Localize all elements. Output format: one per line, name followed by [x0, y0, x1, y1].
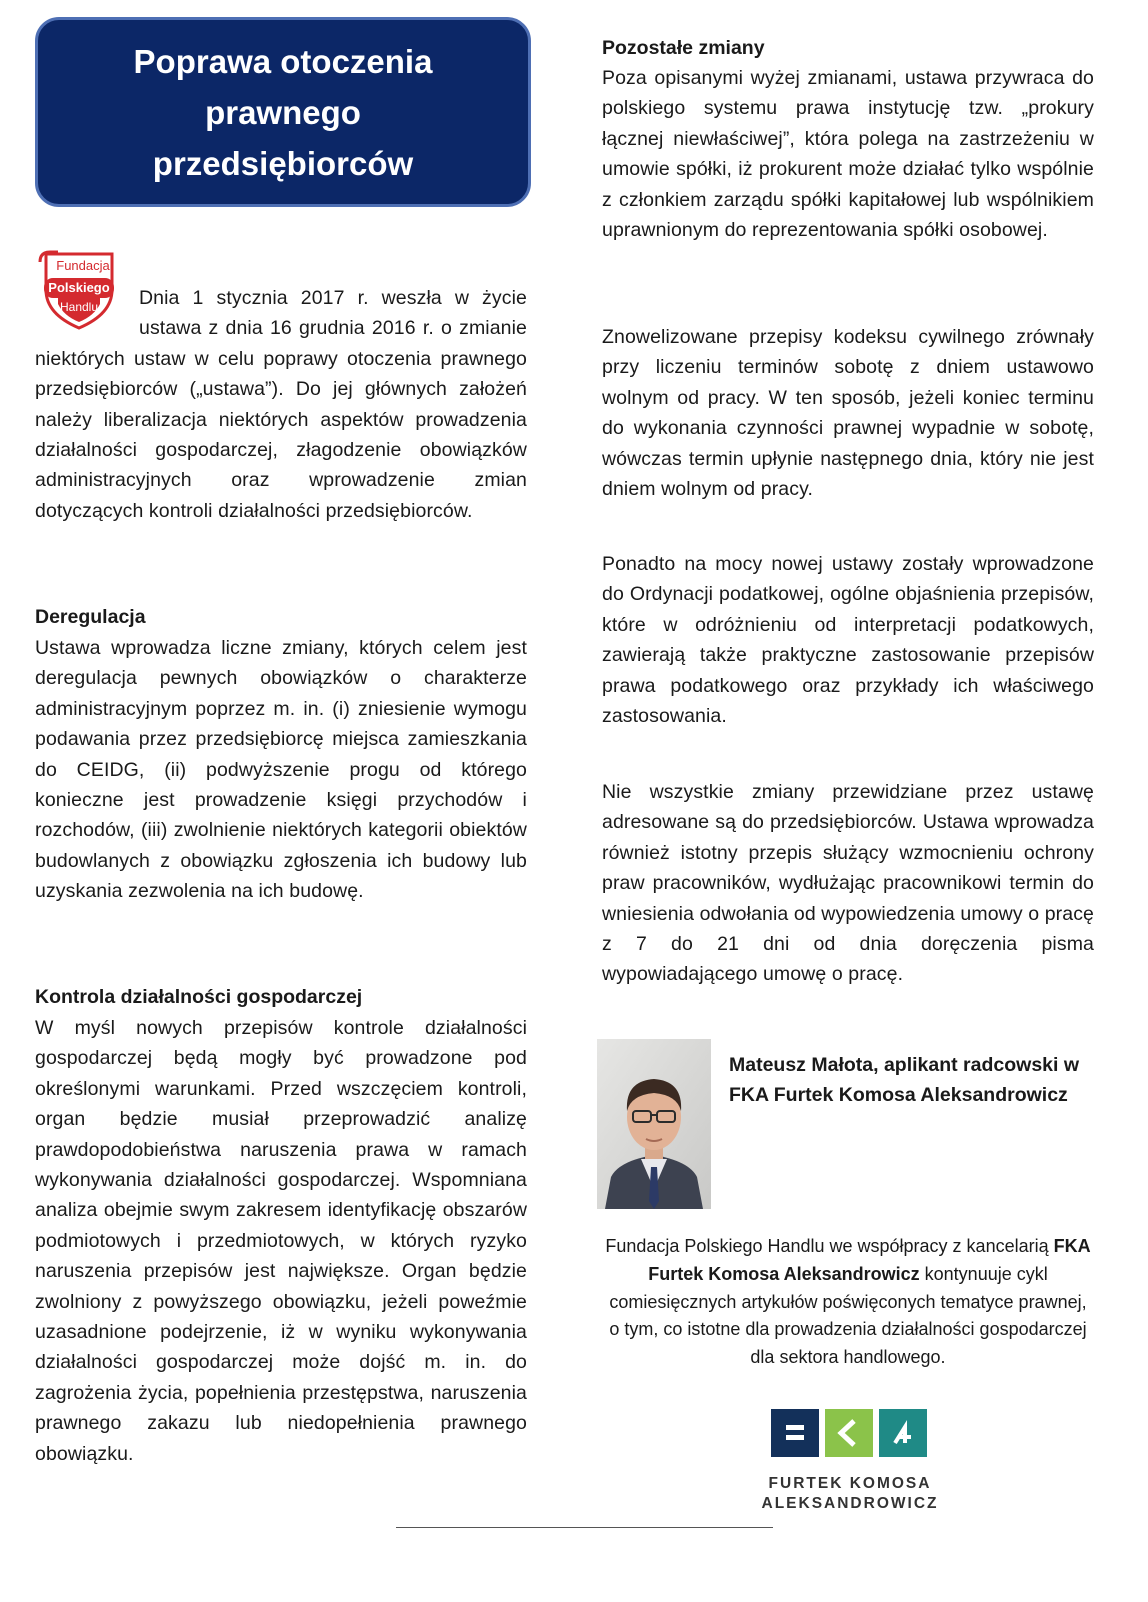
- article-title: Poprawa otoczenia prawnego przedsiębiorców: [133, 42, 433, 182]
- fph-logo-line2: Polskiego: [48, 280, 110, 295]
- author-signature: Mateusz Małota, aplikant radcowski w FKA Furtek Komosa Aleksandrowicz: [729, 1054, 1080, 1106]
- intro-text: Dnia 1 stycznia 2017 r. weszła w życie ustawa z dnia 16 grudnia 2016 r. o zmianie niektórych ustaw w celu poprawy otoczenia prawnego przedsiębiorców („ustawa”). Do jej głównych założeń należy liberalizacja niektórych aspektów prowadzenia działalności gospodarczej, złagodzenie obowiązków administracyjnych oraz wprowadzenie zmian dotyczących kontroli działalności przedsiębiorców.: [35, 287, 527, 522]
- fka-logo-line1: FURTEK KOMOSA: [768, 1475, 932, 1492]
- fka-logo-text: [758, 1474, 942, 1514]
- cooperation-note: [602, 1233, 1094, 1372]
- pozostale-paragraph-3: Ponadto na mocy nowej ustawy zostały wprowadzone do Ordynacji podatkowej, ogólne objaśnienia przepisów, które w odróżnieniu od interpretacji podatkowych, zawierają także praktyczne zastosowanie przepisów prawa podatkowego oraz przykłady ich właściwego zastosowania.: [602, 553, 1094, 728]
- logo-float-spacer: [35, 283, 139, 329]
- fph-logo-line3: Handlu: [59, 300, 99, 314]
- fka-logo-line2: ALEKSANDROWICZ: [761, 1495, 939, 1512]
- intro-paragraph: [35, 283, 527, 526]
- heading-kontrola: Kontrola działalności gospodarczej: [35, 986, 363, 1008]
- bottom-divider: [396, 1527, 773, 1528]
- title-banner: [35, 17, 531, 207]
- cooperation-note-part2: kontynuuje cykl comiesięcznych artykułów poświęconych tematyce prawnej, o tym, co istotne dla prowadzenia działalności gospodarczej dla sektora handlowego.: [609, 1263, 1087, 1368]
- kontrola-text: W myśl nowych przepisów kontrole działalności gospodarczej będą mogły być prowadzone pod określonymi warunkami. Przed wszczęciem kontroli, organ będzie musiał przeprowadzić analizę prawdopodobieństwa naruszenia prawa w ramach wykonywania działalności gospodarczej. Wspomniana analiza obejmie swym zakresem identyfikację obszarów podmiotowych i przedmiotowych, w których ryzyko naruszenia przepisów jest największe. Organ będzie zwolniony z powyższego obowiązku, jeżeli poweźmie uzasadnione podejrzenie, iż w wyniku wykonywania działalności gospodarczej może dojść m. in. do zagrożenia życia, popełnienia przestępstwa, naruszenia prawnego zakazu lub niedopełnienia prawnego obowiązku.: [35, 1017, 527, 1465]
- fka-logo: [771, 1409, 927, 1469]
- cooperation-note-part1: Fundacja Polskiego Handlu we współpracy z kancelarią: [605, 1236, 1054, 1256]
- author-photo: [597, 1039, 711, 1209]
- pozostale-paragraph-4: Nie wszystkie zmiany przewidziane przez ustawę adresowane są do przedsiębiorców. Ustawa wprowadza również istotny przepis służący wzmocnieniu ochrony praw pracowników, wydłużając pracownikowi termin do wniesienia odwołania od wypowiedzenia umowy o pracę z 7 do 21 dni od dnia doręczenia pisma wypowiadającego umowę o pracę.: [602, 781, 1094, 986]
- heading-pozostale: Pozostałe zmiany: [602, 37, 765, 59]
- cooperation-note-firm: FKA Furtek Komosa Aleksandrowicz: [648, 1236, 1091, 1284]
- fph-logo-line1: Fundacja: [56, 258, 110, 273]
- deregulacja-text: Ustawa wprowadza liczne zmiany, których celem jest deregulacja pewnych obowiązków o charakterze administracyjnym poprzez m. in. (i) zniesienie wymogu podawania przez przedsiębiorcę miejsca zamieszkania do CEIDG, (ii) podwyższenie progu od którego konieczne jest prowadzenie księgi przychodów i rozchodów, (iii) zwolnienie niektórych kategorii obiektów budowlanych z obowiązku zgłoszenia ich budowy lub uzyskania zezwolenia na ich budowę.: [35, 637, 527, 903]
- heading-deregulacja: Deregulacja: [35, 606, 146, 628]
- pozostale-paragraph-1: Poza opisanymi wyżej zmianami, ustawa przywraca do polskiego systemu prawa instytucję tzw. „prokury łącznej niewłaściwej”, która polega na zastrzeżeniu w umowie spółki, iż prokurent może działać tylko wspólnie z członkiem zarządu spółki kapitałowej lub wspólnikiem uprawnionym do reprezentowania spółki osobowej.: [602, 67, 1094, 242]
- pozostale-paragraph-2: Znowelizowane przepisy kodeksu cywilnego zrównały przy liczeniu terminów sobotę z dniem ustawowo wolnym od pracy. W ten sposób, jeżeli koniec terminu do wykonania czynności prawnej wypadnie w sobotę, wówczas termin upłynie następnego dnia, który nie jest dniem wolnym od pracy.: [602, 326, 1094, 501]
